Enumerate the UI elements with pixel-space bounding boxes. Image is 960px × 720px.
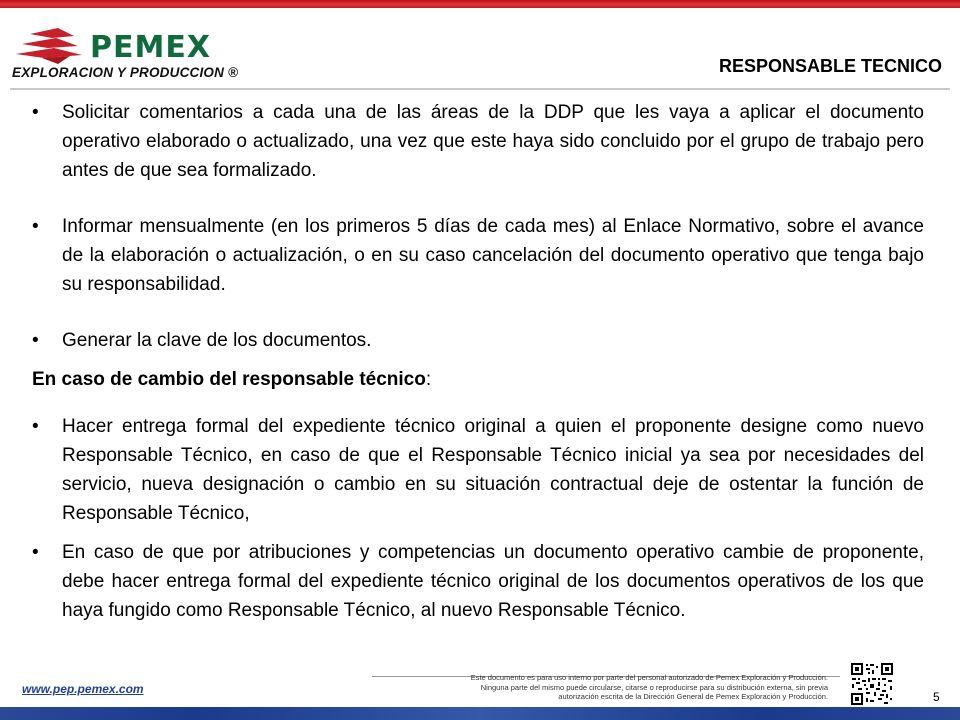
disclaimer-line: Este documento es para uso interno por parte del personal autorizado de Pemex Exploración y Producción. bbox=[470, 673, 828, 682]
qr-code-icon bbox=[850, 662, 894, 706]
top-red-bar bbox=[0, 0, 960, 8]
pemex-logo bbox=[12, 24, 239, 86]
bullet-item: • Solicitar comentarios a cada una de las áreas de la DDP que les vaya a aplicar el documento operativo elaborado o actualizado, una vez que este haya sido concluido por el grupo de trabajo pero antes de que sea formalizado. bbox=[32, 98, 924, 185]
disclaimer bbox=[352, 673, 828, 702]
bottom-blue-bar bbox=[0, 707, 960, 720]
subheading bbox=[32, 365, 924, 394]
section-title: RESPONSABLE TECNICO bbox=[718, 56, 942, 76]
eagle-icon bbox=[12, 24, 92, 66]
subheading-text: En caso de cambio del responsable técnico bbox=[32, 369, 426, 390]
subheading-suffix: : bbox=[425, 369, 432, 390]
disclaimer-line: Ninguna parte del mismo puede circularse, citarse o reproducirse para su distribución externa, sin previa bbox=[480, 682, 828, 692]
registered-mark: ® bbox=[228, 65, 239, 80]
bullet-item: • Hacer entrega formal del expediente técnico original a quien el proponente designe como nuevo Responsable Técnico, en caso de que el Responsable Técnico inicial ya sea por necesidades del servicio, nueva designación o cambio en su situación contractual deje de ostentar la función de Responsable Técnico, bbox=[32, 412, 924, 528]
logo-subtitle-text: EXPLORACION Y PRODUCCION bbox=[12, 65, 225, 80]
disclaimer-line: autorización escrita de la Dirección General de Pemex Exploración y Producción. bbox=[558, 692, 828, 701]
bullet-item: • Informar mensualmente (en los primeros 5 días de cada mes) al Enlace Normativo, sobre el avance de la elaboración o actualización, o en su caso cancelación del documento operativo que tenga bajo su responsabilidad. bbox=[32, 212, 924, 299]
bullet-item: • Generar la clave de los documentos. bbox=[32, 326, 924, 355]
page-number: 5 bbox=[933, 690, 940, 704]
website-link[interactable]: www.pep.pemex.com bbox=[22, 682, 144, 696]
logo-subtitle bbox=[12, 65, 238, 80]
main-content bbox=[32, 98, 924, 625]
header-divider bbox=[10, 88, 950, 90]
logo-wordmark: PEMEX bbox=[90, 30, 211, 65]
bullet-item: • En caso de que por atribuciones y competencias un documento operativo cambie de proponente, debe hacer entrega formal del expediente técnico original de los documentos operativos de los que haya fungido como Responsable Técnico, al nuevo Responsable Técnico. bbox=[32, 538, 924, 625]
